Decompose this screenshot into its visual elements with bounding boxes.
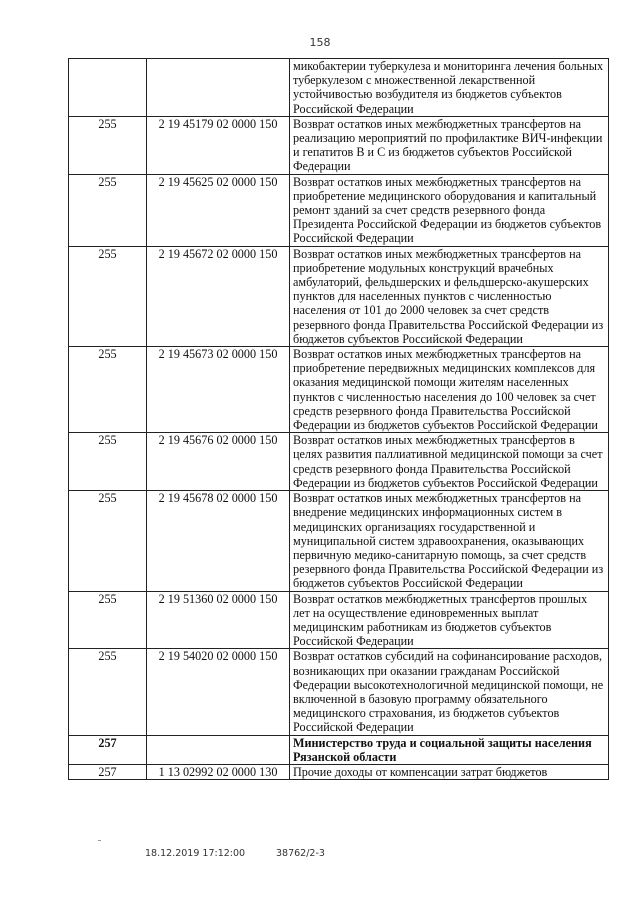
description-cell: Возврат остатков иных межбюджетных трансфертов на реализацию мероприятий по профилактике ВИЧ-инфекции и гепатитов В и С из бюджетов субъектов Российской Федерации [290,116,609,174]
description-cell: Министерство труда и социальной защиты населения Рязанской области [290,735,609,764]
budget-classification-code-cell: 2 19 45625 02 0000 150 [147,174,290,246]
table-row [69,116,609,174]
admin-code-cell: 255 [69,649,147,735]
table-row [69,246,609,346]
description-cell: Возврат остатков субсидий на софинансирование расходов, возникающих при оказании гражданам Российской Федерации высокотехнологичной медицинской помощи, не включенной в базовую программу обязательного медицинского страхования, из бюджетов субъектов Российской Федерации [290,649,609,735]
budget-classification-code-cell: 2 19 45672 02 0000 150 [147,246,290,346]
page-number: 158 [309,36,331,49]
scan-mark [98,840,101,841]
admin-code-cell: 255 [69,174,147,246]
description-cell: Возврат остатков иных межбюджетных трансфертов на приобретение медицинского оборудования и капитальный ремонт зданий за счет средств резервного фонда Президента Российской Федерации из бюджетов субъектов Российской Федерации [290,174,609,246]
budget-classification-code-cell: 1 13 02992 02 0000 130 [147,764,290,779]
description-cell: Возврат остатков иных межбюджетных трансфертов на приобретение передвижных медицинских комплексов для оказания медицинской помощи жителям населенных пунктов с численностью населения до 100 человек за счет средств резервного фонда Правительства Российской Федерации из бюджетов субъектов Российской Федерации [290,347,609,433]
admin-code-cell: 255 [69,116,147,174]
budget-classification-code-cell [147,735,290,764]
budget-classification-code-cell [147,59,290,117]
budget-classification-code-cell: 2 19 45179 02 0000 150 [147,116,290,174]
table-body [69,59,609,780]
admin-code-cell: 257 [69,764,147,779]
footer-timestamp: 18.12.2019 17:12:00 [145,848,246,859]
table-row [69,491,609,591]
admin-code-cell: 255 [69,433,147,491]
budget-classification-code-cell: 2 19 45673 02 0000 150 [147,347,290,433]
footer-document-id: 38762/2-3 [276,848,325,859]
budget-classification-code-cell: 2 19 45678 02 0000 150 [147,491,290,591]
table-row [69,433,609,491]
table-row [69,59,609,117]
budget-classification-code-cell: 2 19 54020 02 0000 150 [147,649,290,735]
description-cell: Прочие доходы от компенсации затрат бюджетов [290,764,609,779]
description-cell: Возврат остатков межбюджетных трансфертов прошлых лет на осуществление единовременных выплат медицинским работникам из бюджетов субъектов Российской Федерации [290,591,609,649]
description-cell: Возврат остатков иных межбюджетных трансфертов на приобретение модульных конструкций врачебных амбулаторий, фельдшерских и фельдшерско-акушерских пунктов для населенных пунктов с численностью населения от 101 до 2000 человек за счет средств резервного фонда Правительства Российской Федерации из бюджетов субъектов Российской Федерации [290,246,609,346]
description-cell: Возврат остатков иных межбюджетных трансфертов на внедрение медицинских информационных систем в медицинских организациях государственной и муниципальной систем здравоохранения, оказывающих первичную медико-санитарную помощь, за счет средств резервного фонда Правительства Российской Федерации из бюджетов субъектов Российской Федерации [290,491,609,591]
table-row [69,591,609,649]
admin-code-cell: 255 [69,491,147,591]
table-row [69,735,609,764]
admin-code-cell: 255 [69,246,147,346]
admin-code-cell [69,59,147,117]
description-cell: Возврат остатков иных межбюджетных трансфертов в целях развития паллиативной медицинской помощи за счет средств резервного фонда Правительства Российской Федерации из бюджетов субъектов Российской Федерации [290,433,609,491]
budget-codes-table [68,58,609,780]
budget-classification-code-cell: 2 19 51360 02 0000 150 [147,591,290,649]
admin-code-cell: 255 [69,591,147,649]
budget-classification-code-cell: 2 19 45676 02 0000 150 [147,433,290,491]
description-cell: микобактерии туберкулеза и мониторинга лечения больных туберкулезом с множественной лекарственной устойчивостью возбудителя из бюджетов субъектов Российской Федерации [290,59,609,117]
table-row [69,764,609,779]
admin-code-cell: 255 [69,347,147,433]
table-row [69,649,609,735]
table-row [69,347,609,433]
table-row [69,174,609,246]
admin-code-cell: 257 [69,735,147,764]
